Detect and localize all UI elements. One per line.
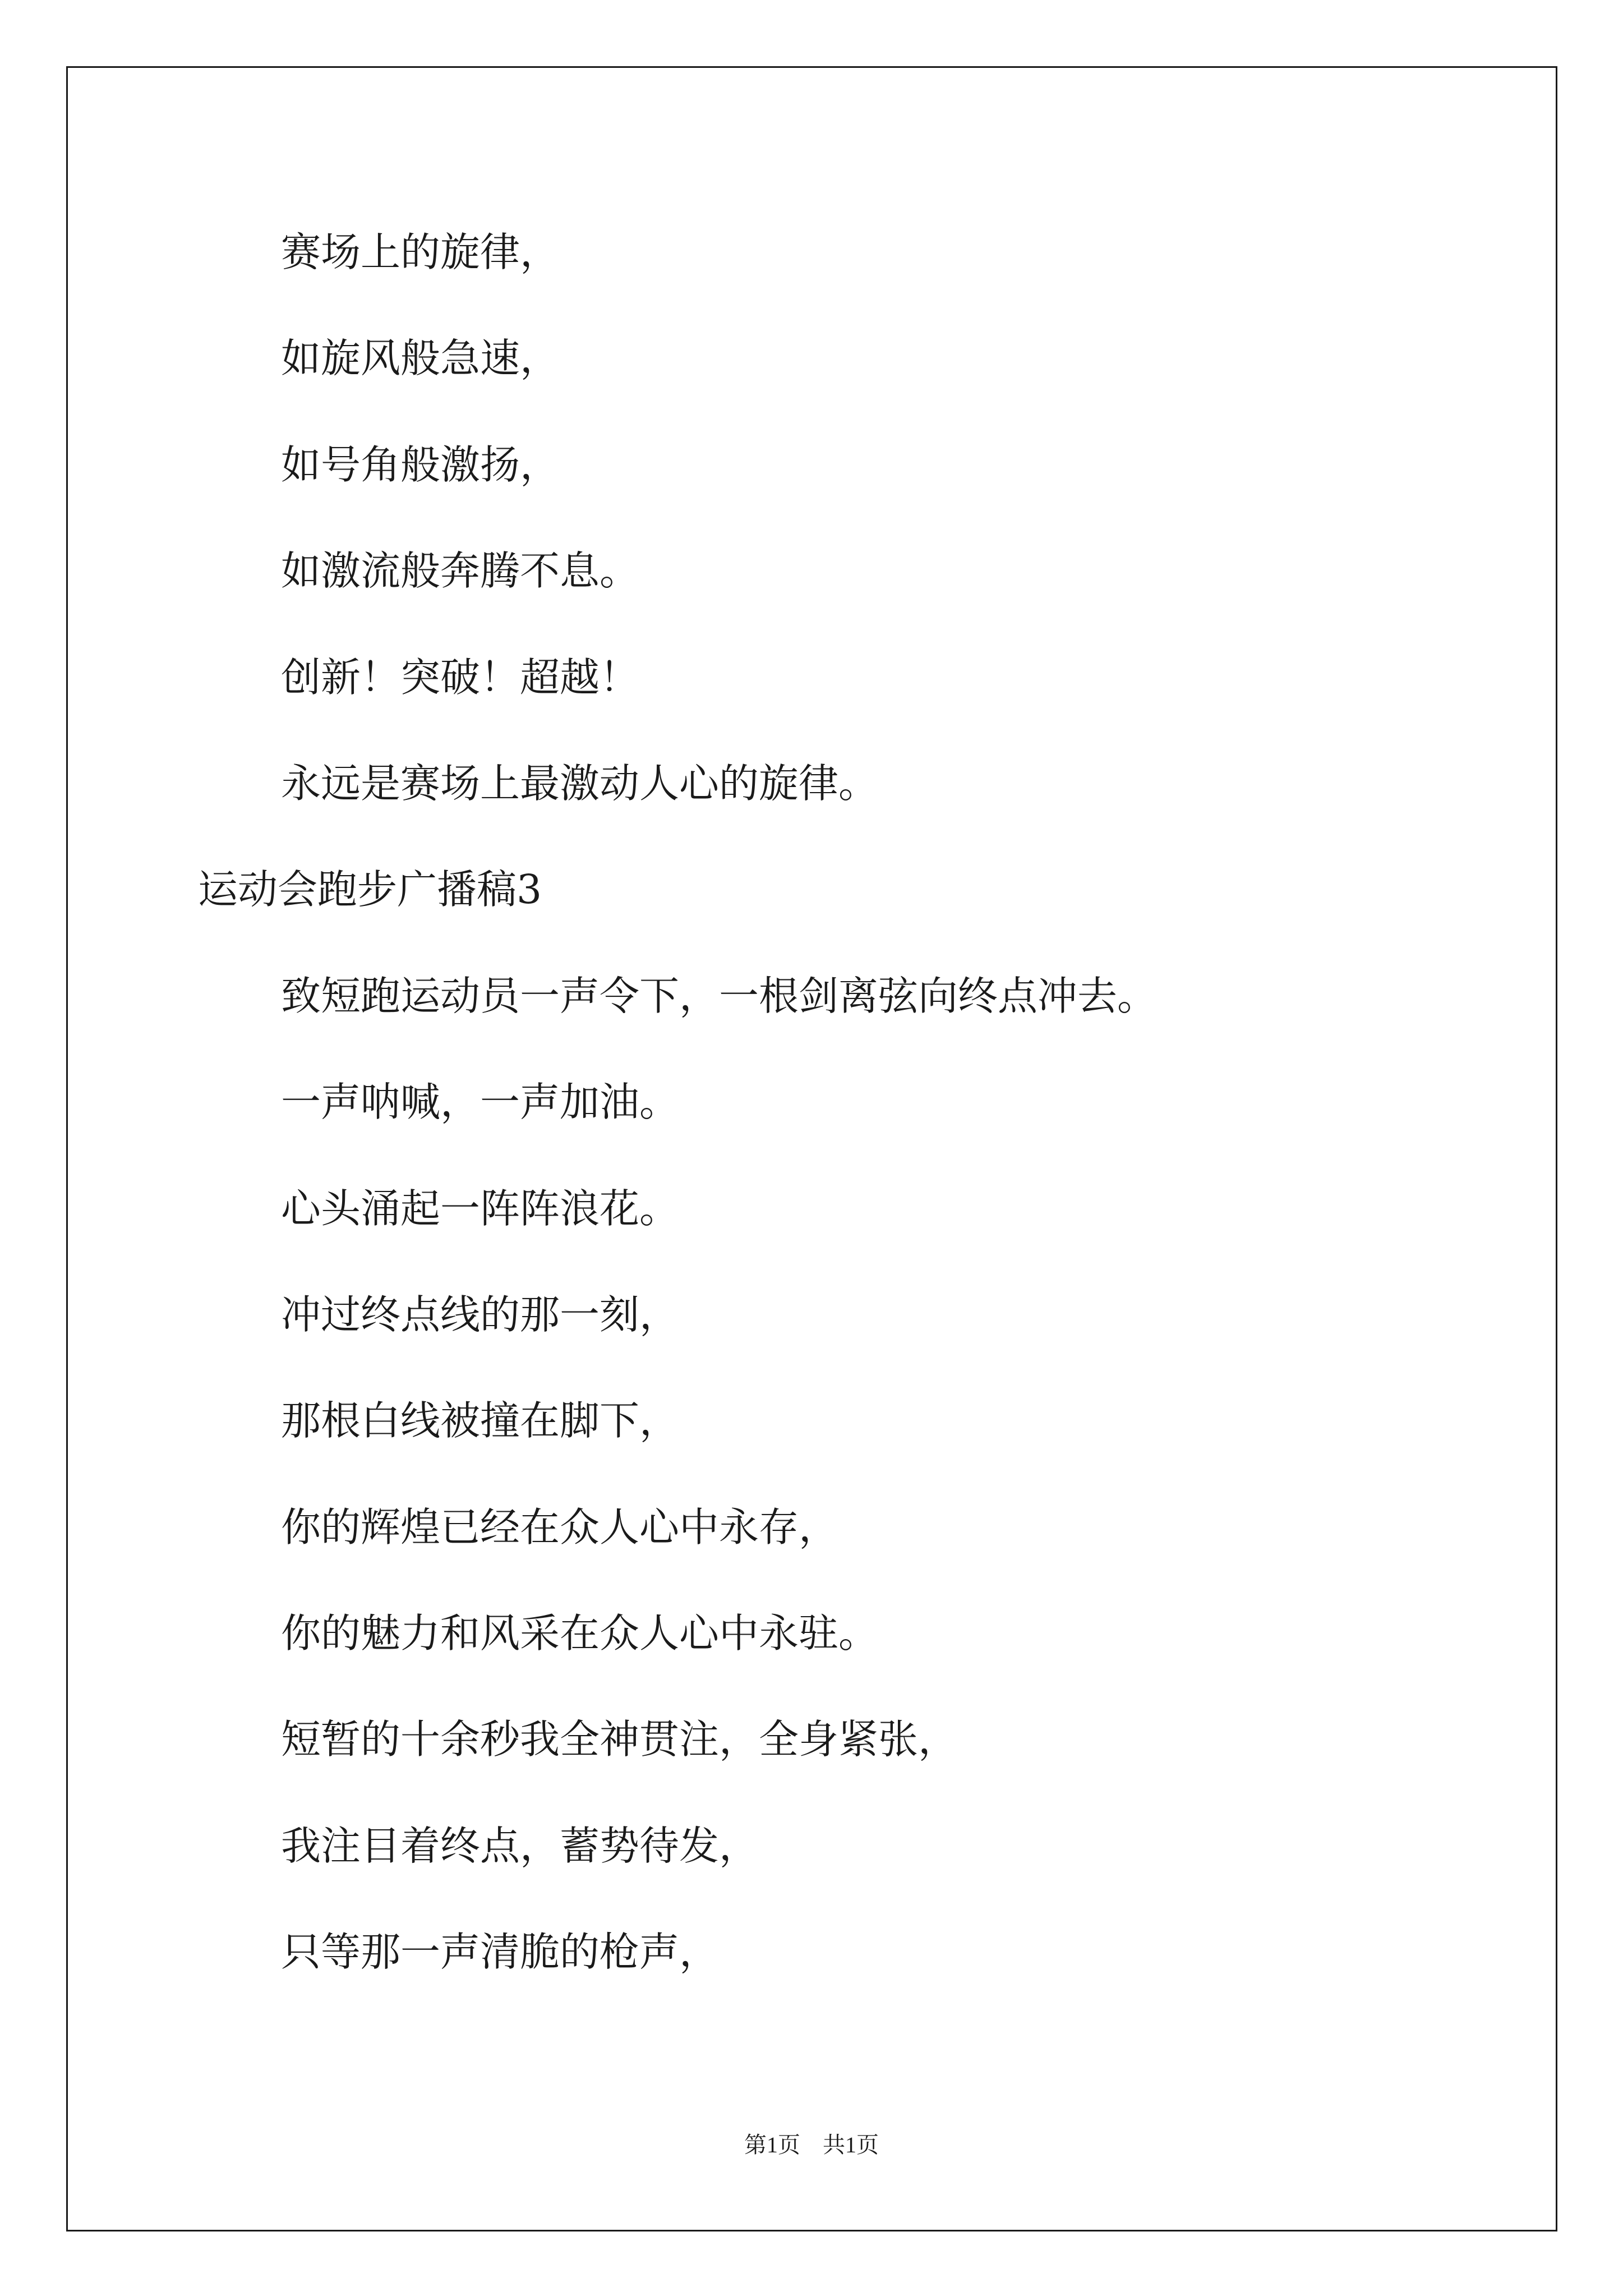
body-line: 心头涌起一阵阵浪花。	[281, 1185, 680, 1232]
body-line: 那根白线被撞在脚下，	[281, 1397, 680, 1444]
document-body	[198, 199, 1533, 2005]
body-line: 如激流般奔腾不息。	[281, 547, 640, 595]
body-line: 冲过终点线的那一刻，	[281, 1291, 680, 1338]
body-line: 一声呐喊，一声加油。	[281, 1079, 680, 1126]
body-line: 致短跑运动员一声令下，一根剑离弦向终点冲去。	[281, 972, 1158, 1019]
body-line: 如号角般激扬，	[281, 441, 560, 488]
body-line: 如旋风般急速，	[281, 335, 560, 382]
footer-page-indicator: 第1页 共1页	[744, 2132, 879, 2157]
body-line: 你的魅力和风采在众人心中永驻。	[281, 1610, 879, 1657]
body-line: 我注目着终点，蓄势待发，	[281, 1822, 759, 1869]
body-line: 永远是赛场上最激动人心的旋律。	[281, 760, 879, 807]
body-line: 短暂的十余秒我全神贯注，全身紧张，	[281, 1716, 958, 1763]
body-line: 你的辉煌已经在众人心中永存，	[281, 1503, 839, 1550]
body-line: 创新！突破！超越！	[281, 654, 640, 701]
body-line: 只等那一声清脆的枪声，	[281, 1929, 720, 1976]
section-heading: 运动会跑步广播稿3	[198, 866, 542, 913]
body-line: 赛场上的旋律，	[281, 229, 560, 275]
